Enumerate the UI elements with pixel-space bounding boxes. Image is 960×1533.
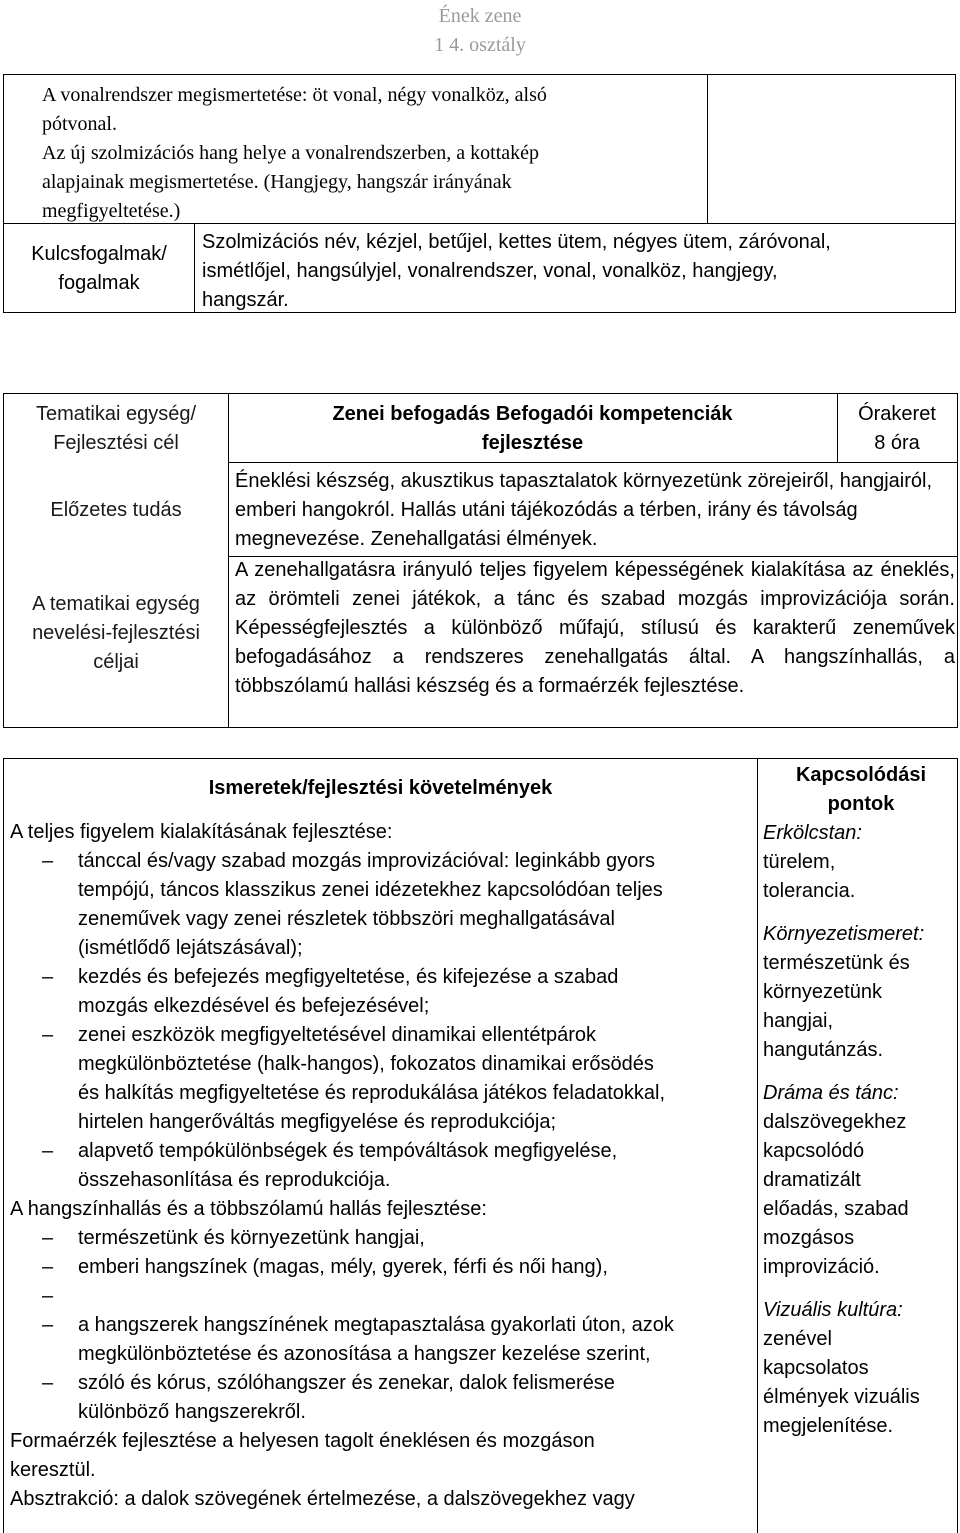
text-line: különböző hangszerekről.	[78, 1401, 306, 1423]
connection-item	[763, 819, 959, 906]
table-divider	[228, 462, 957, 463]
text-line: és halkítás megfigyeltetése és reprodukálása játékos feladatokkal,	[78, 1082, 666, 1104]
requirements-table	[3, 758, 958, 1533]
text-line: dalszövegekhez	[763, 1111, 907, 1133]
unit-table	[3, 393, 958, 728]
text-line: dramatizált	[763, 1169, 861, 1191]
list-item	[10, 1253, 750, 1282]
text-line: környezetünk	[763, 981, 882, 1003]
prior-knowledge-text: Éneklési készség, akusztikus tapasztalatok környezetünk zörejeiről, hangjairól, emberi hangokról. Hallás utáni tájékozódás a térben, irány és távolság megnevezése. Zenehallgatási élmények.	[235, 470, 933, 550]
header-line: Kapcsolódási	[795, 764, 927, 786]
text-line: Absztrakció: a dalok szövegének értelmezése, a dalszövegekhez vagy	[10, 1488, 635, 1510]
title-line: fejlesztése	[481, 432, 584, 454]
label-line: fogalmak	[58, 272, 140, 294]
table-divider	[4, 223, 955, 224]
dash-bullet: –	[42, 1140, 54, 1162]
text-line: kapcsolódó	[763, 1140, 865, 1162]
dash-bullet: –	[42, 966, 54, 988]
text-line: hangszár.	[202, 289, 289, 311]
text-line: hirtelen hangerőváltás megfigyelése és reprodukciója;	[78, 1111, 557, 1133]
key-concepts-label	[4, 240, 194, 298]
text-line: kapcsolatos	[763, 1357, 869, 1379]
key-concepts-content	[202, 228, 942, 315]
hours-label: Órakeret	[858, 403, 936, 425]
text-line: alapvető tempókülönbségek és tempóváltások megfigyelése,	[78, 1140, 618, 1162]
table-divider	[194, 223, 195, 312]
dash-bullet: –	[42, 1372, 54, 1394]
label-line: céljai	[93, 651, 139, 673]
text-line: tempójú, táncos klasszikus zenei idézetekhez kapcsolódóan teljes	[78, 879, 663, 901]
dash-bullet: –	[42, 1285, 54, 1307]
requirements-body	[10, 818, 750, 1514]
text-line: szóló és kórus, szólóhangszer és zenekar, dalok felismerése	[78, 1372, 615, 1394]
table-divider	[757, 759, 758, 1533]
text-line: zenei eszközök megfigyeltetésével dinamikai ellentétpárok	[78, 1024, 597, 1046]
dash-bullet: –	[42, 1256, 54, 1278]
text-line: Az új szolmizációs hang helye a vonalrendszerben, a kottakép	[42, 142, 540, 164]
dash-bullet: –	[42, 1024, 54, 1046]
dash-bullet: –	[42, 1227, 54, 1249]
text-line: tolerancia.	[763, 880, 856, 902]
list-item	[10, 1224, 750, 1253]
text-line: pótvonal.	[42, 113, 117, 135]
goals-text: A zenehallgatásra irányuló teljes figyelem képességének kialakítása az éneklés, az örömteli zenei játékok, a tánc és szabad mozgás improvizációja során. Képességfejlesztés a különböző műfajú, stílusú és karakterű zeneművek befogadásához a rendszeres zenehallgatás által. A hangszínhallás, a többszólamú hallási készség és a formaérzék fejlesztése.	[235, 559, 955, 697]
connections-header	[763, 761, 959, 819]
requirements-header: Ismeretek/fejlesztési követelmények	[208, 777, 553, 799]
previous-unit-text	[42, 81, 707, 226]
connection-subject: Dráma és tánc:	[763, 1082, 899, 1104]
hours-value: 8 óra	[874, 432, 920, 454]
label-line: Fejlesztési cél	[53, 432, 179, 454]
goals-label	[4, 590, 228, 677]
text-line: ismétlőjel, hangsúlyjel, vonalrendszer, vonal, vonalköz, hangjegy,	[202, 260, 778, 282]
text-line: mozgás elkezdésével és befejezésével;	[78, 995, 430, 1017]
connection-subject: Környezetismeret:	[763, 923, 925, 945]
page-header	[0, 2, 960, 60]
text-line: mozgásos	[763, 1227, 855, 1249]
text-line: természetünk és környezetünk hangjai,	[78, 1227, 425, 1249]
header-subject: Ének zene	[438, 5, 522, 27]
unit-title	[228, 400, 837, 458]
text-line: tánccal és/vagy szabad mozgás improvizációval: leginkább gyors	[78, 850, 655, 872]
text-line: természetünk és	[763, 952, 910, 974]
text-line: megfigyeltetése.)	[42, 200, 181, 222]
text-line: megkülönböztetése és azonosítása a hangszer kezelése szerint,	[78, 1343, 651, 1365]
text-line: Szolmizációs név, kézjel, betűjel, kettes ütem, négyes ütem, záróvonal,	[202, 231, 831, 253]
list-item	[10, 1137, 750, 1195]
list-item	[10, 1282, 750, 1311]
prior-knowledge-label	[4, 496, 228, 525]
text-line: élmények vizuális	[763, 1386, 920, 1408]
text-line: türelem,	[763, 851, 836, 873]
text-line: keresztül.	[10, 1459, 96, 1481]
label-line: Kulcsfogalmak/	[31, 243, 167, 265]
text-line: zeneművek vagy zenei részletek többszöri meghallgatásával	[78, 908, 615, 930]
text-line: kezdés és befejezés megfigyeltetése, és kifejezése a szabad	[78, 966, 619, 988]
text-line: emberi hangszínek (magas, mély, gyerek, férfi és női hang),	[78, 1256, 608, 1278]
text-line: összehasonlítása és reprodukciója.	[78, 1169, 391, 1191]
text-line: a hangszerek hangszínének megtapasztalása gyakorlati úton, azok	[78, 1314, 674, 1336]
label-line: A tematikai egység	[32, 593, 200, 615]
list-item	[10, 963, 750, 1021]
dash-bullet: –	[42, 850, 54, 872]
section-title: A hangszínhallás és a többszólamú hallás fejlesztése:	[10, 1198, 487, 1220]
hours-frame	[837, 400, 957, 458]
header-line: pontok	[827, 793, 895, 815]
text-line: Formaérzék fejlesztése a helyesen tagolt éneklésen és mozgáson	[10, 1430, 595, 1452]
connections-column	[763, 761, 959, 1441]
label-line: nevelési-fejlesztési	[32, 622, 200, 644]
header-grade: 1 4. osztály	[434, 34, 526, 56]
text-line: megjelenítése.	[763, 1415, 894, 1437]
table-divider	[707, 75, 708, 223]
list-item	[10, 1369, 750, 1427]
connection-subject: Erkölcstan:	[763, 822, 862, 844]
unit-label	[4, 400, 228, 458]
text-line: hangutánzás.	[763, 1039, 884, 1061]
list-item	[10, 1311, 750, 1369]
list-item	[10, 1021, 750, 1137]
list-item	[10, 847, 750, 963]
text-line: A vonalrendszer megismertetése: öt vonal, négy vonalköz, alsó	[42, 84, 547, 106]
title-line: Zenei befogadás Befogadói kompetenciák	[332, 403, 733, 425]
connection-item	[763, 1079, 959, 1282]
connection-item	[763, 920, 959, 1065]
text-line: megkülönböztetése (halk-hangos), fokozatos dinamikai erősödés	[78, 1053, 654, 1075]
label-line: Tematikai egység/	[35, 403, 197, 425]
text-line: zenével	[763, 1328, 832, 1350]
text-line: hangjai,	[763, 1010, 834, 1032]
text-line: alapjainak megismertetése. (Hangjegy, hangszár irányának	[42, 171, 512, 193]
previous-unit-table	[3, 74, 956, 313]
connection-subject: Vizuális kultúra:	[763, 1299, 903, 1321]
dash-bullet: –	[42, 1314, 54, 1336]
section-title: A teljes figyelem kialakításának fejlesztése:	[10, 821, 393, 843]
text-line: (ismétlődő lejátszásával);	[78, 937, 303, 959]
connection-item	[763, 1296, 959, 1441]
text-line: improvizáció.	[763, 1256, 880, 1278]
text-line: előadás, szabad	[763, 1198, 909, 1220]
label-line: Előzetes tudás	[50, 499, 182, 521]
